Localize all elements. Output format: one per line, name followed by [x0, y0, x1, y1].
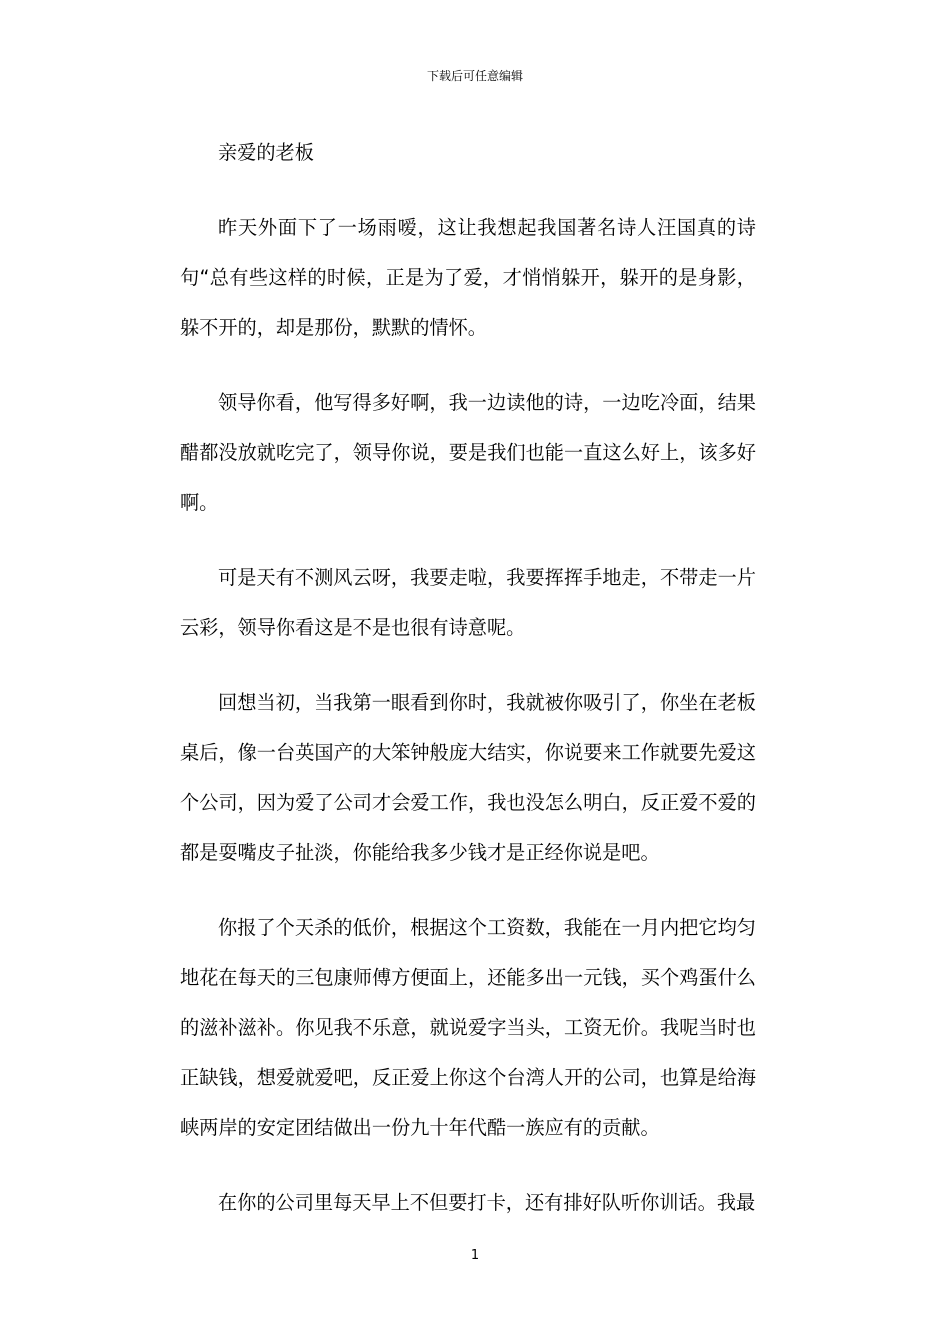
page-number: 1 [470, 1248, 480, 1263]
salutation: 亲爱的老板 [218, 141, 314, 164]
document-body [180, 128, 756, 1253]
page-header-note: 下载后可任意编辑 [426, 69, 523, 83]
paragraph: 领导你看，他写得多好啊，我一边读他的诗，一边吃冷面，结果醋都没放就吃完了，领导你说，要是我们也能一直这么好上，该多好啊。 [180, 391, 756, 514]
paragraph: 在你的公司里每天早上不但要打卡，还有排好队听你训话。我最 [218, 1191, 756, 1214]
paragraph: 昨天外面下了一场雨嗳，这让我想起我国著名诗人汪国真的诗句“总有些这样的时候，正是为了爱，才悄悄躲开，躲开的是身影，躲不开的，却是那份，默默的情怀。 [180, 216, 756, 339]
paragraph: 你报了个天杀的低价，根据这个工资数，我能在一月内把它均匀地花在每天的三包康师傅方便面上，还能多出一元钱，买个鸡蛋什么的滋补滋补。你见我不乐意，就说爱字当头，工资无价。我呢当时也正缺钱，想爱就爱吧，反正爱上你这个台湾人开的公司，也算是给海峡两岸的安定团结做出一份九十年代酷一族应有的贡献。 [180, 916, 756, 1139]
paragraph: 回想当初，当我第一眼看到你时，我就被你吸引了，你坐在老板桌后，像一台英国产的大笨钟般庞大结实，你说要来工作就要先爱这个公司，因为爱了公司才会爱工作，我也没怎么明白，反正爱不爱的都是耍嘴皮子扯淡，你能给我多少钱才是正经你说是吧。 [180, 691, 756, 864]
paragraph: 可是天有不测风云呀，我要走啦，我要挥挥手地走，不带走一片云彩，领导你看这是不是也很有诗意呢。 [180, 566, 756, 639]
